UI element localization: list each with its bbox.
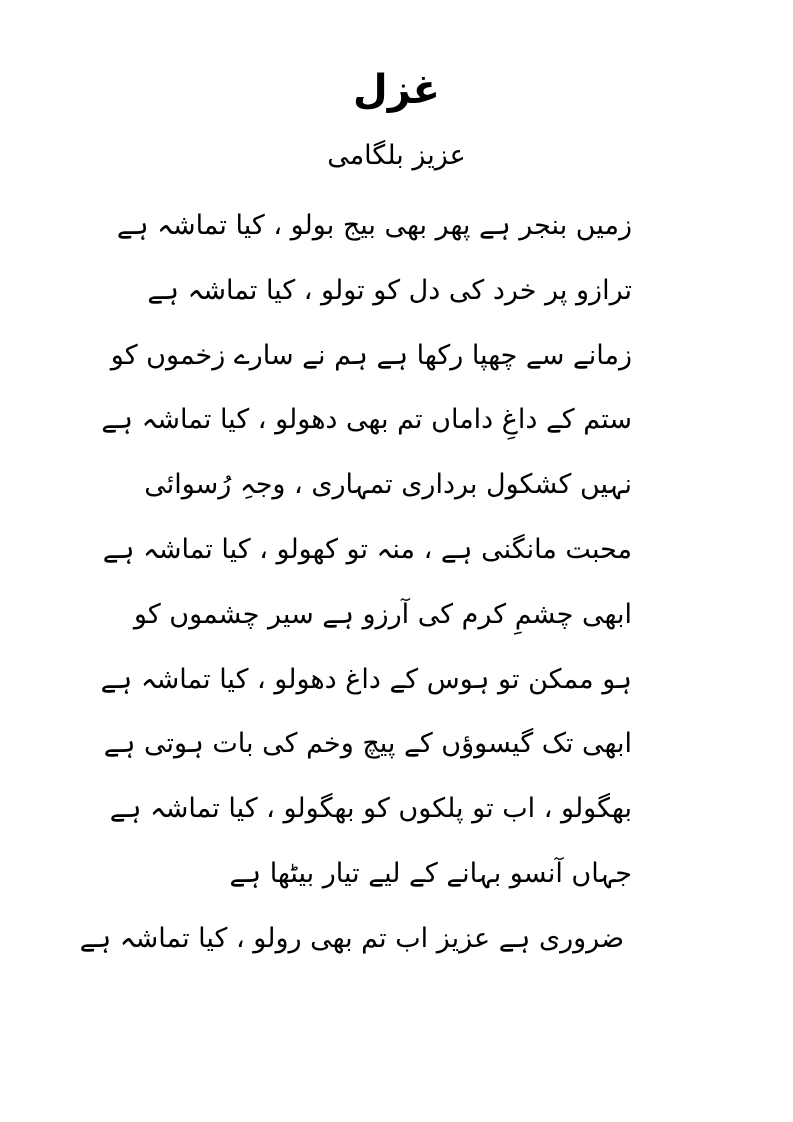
- verse-line: ستم کے داغِ داماں تم بھی دھولو ، کیا تماشہ ہے: [101, 404, 632, 436]
- verse-line: زمیں بنجر ہے پھر بھی بیج بولو ، کیا تماشہ ہے: [116, 210, 632, 241]
- verse-line: ابھی تک گیسوؤں کے پیچ وخم کی بات ہوتی ہے: [103, 728, 632, 760]
- ghazal-title: غزل: [353, 67, 440, 113]
- ghazal-verses: [79, 194, 632, 972]
- verse-line: ابھی چشمِ کرم کی آرزو ہے سیر چشموں کو: [133, 598, 632, 630]
- verse-line: زمانے سے چھپا رکھا ہے ہم نے سارے زخموں کو: [110, 339, 632, 371]
- poet-name: عزیز بلگامی: [327, 140, 466, 171]
- verse-line: محبت مانگنی ہے ، منہ تو کھولو ، کیا تماشہ ہے: [102, 533, 632, 565]
- verse-line: بھگولو ، اب تو پلکوں کو بھگولو ، کیا تماشہ ہے: [109, 793, 632, 825]
- verse-line: نہیں کشکول برداری تمہاری ، وجہِ رُسوائی: [144, 469, 632, 501]
- verse-line: ضروری ہے عزیز اب تم بھی رولو ، کیا تماشہ ہے: [79, 922, 624, 954]
- verse-line: ترازو پر خرد کی دل کو تولو ، کیا تماشہ ہے: [147, 274, 632, 306]
- verse-line: ہو ممکن تو ہوس کے داغ دھولو ، کیا تماشہ ہے: [100, 663, 632, 695]
- verse-line: جہاں آنسو بہانے کے لیے تیار بیٹھا ہے: [229, 857, 632, 889]
